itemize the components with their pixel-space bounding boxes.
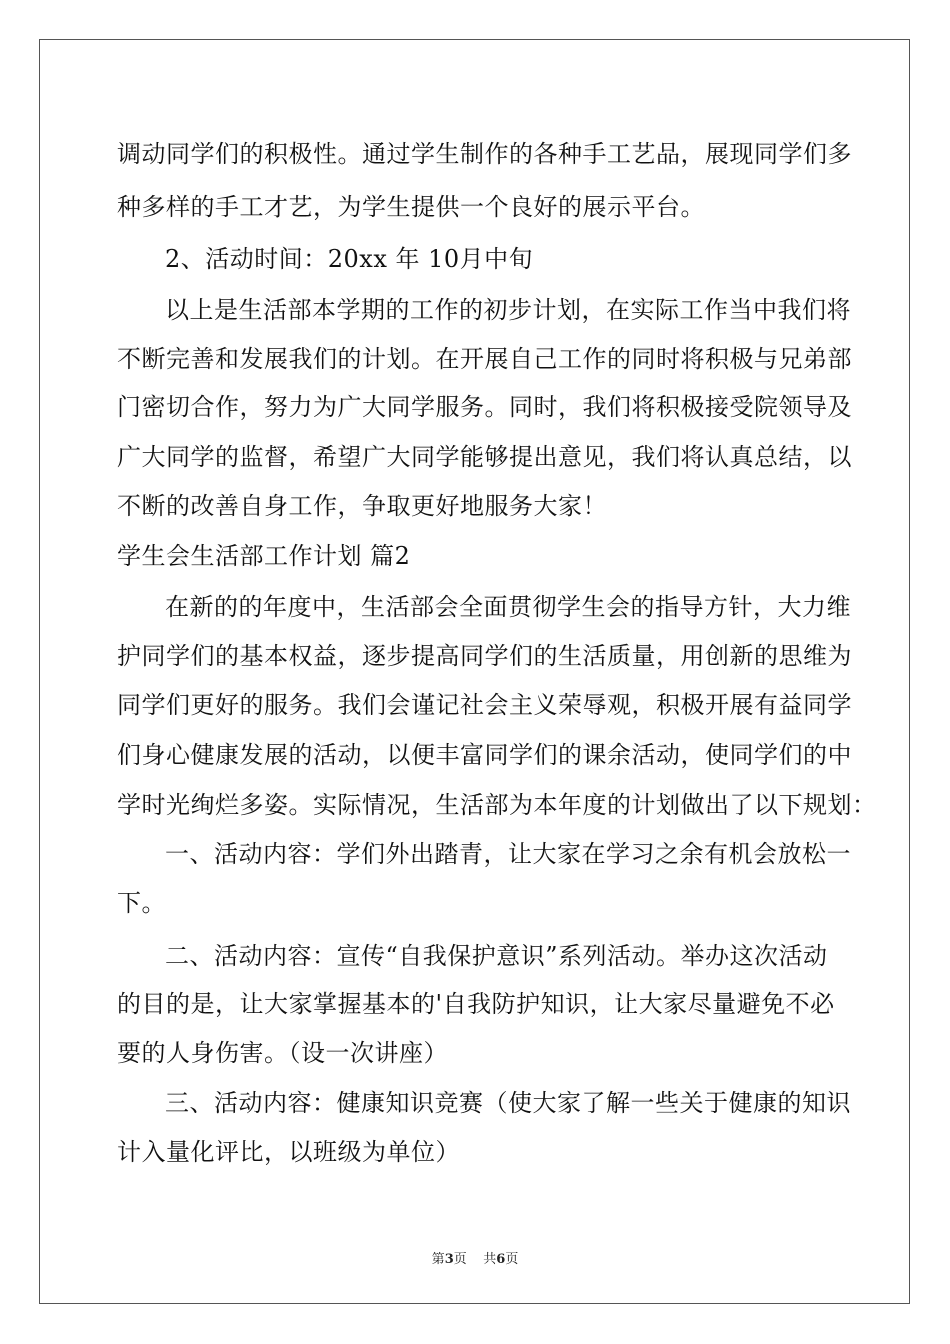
text-line: 种多样的手工才艺，为学生提供一个良好的展示平台。 <box>117 193 705 221</box>
text-line: 调动同学们的积极性。通过学生制作的各种手工艺品，展现同学们多 <box>117 140 852 168</box>
text-line: 2、活动时间：20xx 年 10月中旬 <box>165 245 534 273</box>
text-line: 一、活动内容：学们外出踏青，让大家在学习之余有机会放松一 <box>165 840 851 868</box>
footer-page-number: 3 <box>444 1252 454 1267</box>
text-line: 护同学们的基本权益，逐步提高同学们的生活质量，用创新的思维为 <box>117 642 852 670</box>
text-line: 学时光绚烂多姿。实际情况，生活部为本年度的计划做出了以下规划： <box>117 791 877 819</box>
text-line: 不断的改善自身工作，争取更好地服务大家！ <box>117 492 607 520</box>
text-line: 要的人身伤害。（设一次讲座） <box>117 1039 448 1067</box>
footer-total-pages: 6 <box>496 1252 506 1267</box>
section-heading: 学生会生活部工作计划 篇2 <box>117 542 411 570</box>
text-line: 下。 <box>117 889 166 917</box>
text-line: 计入量化评比，以班级为单位） <box>117 1138 460 1166</box>
text-line: 的目的是，让大家掌握基本的'自我防护知识，让大家尽量避免不必 <box>117 990 835 1018</box>
text-line: 门密切合作，努力为广大同学服务。同时，我们将积极接受院领导及 <box>117 393 852 421</box>
footer-prefix: 第 <box>431 1252 445 1267</box>
text-line: 不断完善和发展我们的计划。在开展自己工作的同时将积极与兄弟部 <box>117 345 852 373</box>
text-line: 在新的的年度中，生活部会全面贯彻学生会的指导方针，大力维 <box>165 593 851 621</box>
text-line: 三、活动内容：健康知识竞赛（使大家了解一些关于健康的知识 <box>165 1089 851 1117</box>
footer-mid: 页 共 <box>453 1252 497 1267</box>
text-line: 们身心健康发展的活动，以便丰富同学们的课余活动，使同学们的中 <box>117 741 852 769</box>
text-line: 以上是生活部本学期的工作的初步计划，在实际工作当中我们将 <box>165 296 851 324</box>
footer-suffix: 页 <box>505 1252 519 1267</box>
page-footer <box>0 1248 950 1267</box>
text-line: 二、活动内容：宣传“自我保护意识”系列活动。举办这次活动 <box>165 942 828 970</box>
text-line: 广大同学的监督，希望广大同学能够提出意见，我们将认真总结，以 <box>117 443 852 471</box>
text-line: 同学们更好的服务。我们会谨记社会主义荣辱观，积极开展有益同学 <box>117 691 852 719</box>
